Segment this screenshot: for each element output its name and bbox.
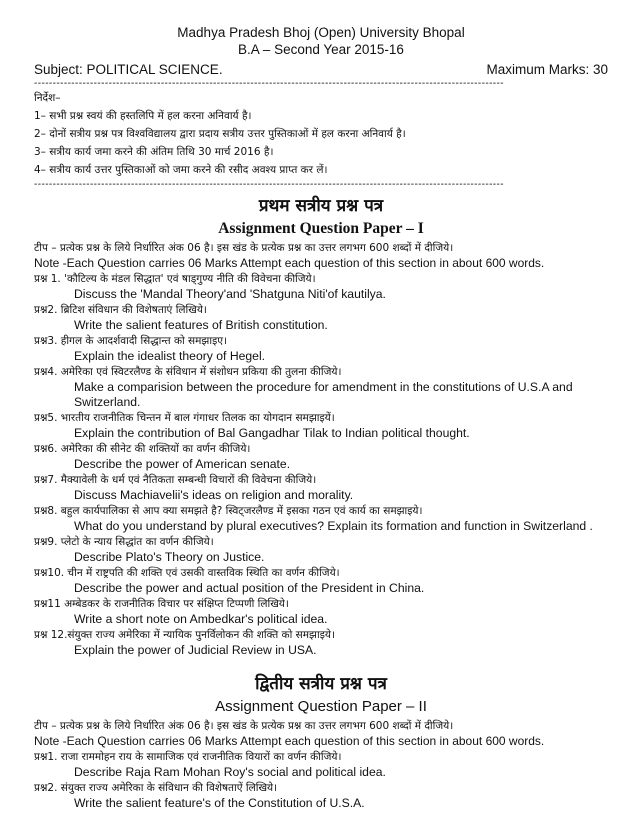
question-item bbox=[34, 333, 608, 364]
question-hindi: प्रश्न2. ब्रिटिश संविधान की विशेषताएं लिखिये। bbox=[34, 304, 207, 316]
question-hindi: प्रश्न2. संयुक्त राज्य अमेरिका के संविधान की विशेषताऐं लिखिये। bbox=[34, 782, 278, 794]
question-english: Explain the idealist theory of Hegel. bbox=[74, 349, 266, 363]
question-english: Describe the power and actual position of the President in China. bbox=[74, 581, 425, 595]
instruction-item: 4– सत्रीय कार्य उत्तर पुस्तिकाओं को जमा करने की रसीद अवश्य प्राप्त कर लें। bbox=[34, 164, 328, 176]
question-english: Discuss Machiavelii's ideas on religion and morality. bbox=[74, 488, 354, 502]
course-title: B.A – Second Year 2015-16 bbox=[238, 42, 404, 57]
instruction-item: 2– दोनों सत्रीय प्रश्न पत्र विश्वविद्यालय द्वारा प्रदाय सत्रीय उत्तर पुस्तिकाओं में हल करना अनिवार्य है। bbox=[34, 128, 406, 140]
question-hindi: प्रश्न1. राजा राममोहन राय के सामाजिक एवं राजनीतिक वियारों का वर्णन कीजिये। bbox=[34, 751, 342, 763]
question-english: Describe Raja Ram Mohan Roy's social and political idea. bbox=[74, 765, 386, 779]
question-item bbox=[34, 472, 608, 503]
question-item bbox=[34, 627, 608, 658]
question-item bbox=[34, 596, 608, 627]
instructions-heading: निर्देश– bbox=[34, 92, 61, 104]
question-hindi: प्रश्न10. चीन में राष्ट्रपति की शक्ति एवं उसकी वास्तविक स्थिति का वर्णन कीजिये। bbox=[34, 567, 340, 579]
question-hindi: प्रश्न9. प्लेटो के न्याय सिद्धांत का वर्णन कीजिये। bbox=[34, 536, 214, 548]
question-hindi: प्रश्न5. भारतीय राजनीतिक चिन्तन में बाल गंगाधर तिलक का योगदान समझाइयें। bbox=[34, 412, 335, 424]
question-hindi: प्रश्न4. अमेरिका एवं स्विटरलैण्ड के संविधान में संशोधन प्रकिया की तुलना कीजिये। bbox=[34, 366, 342, 378]
instruction-item: 3– सत्रीय कार्य जमा करने की अंतिम तिथि 30 मार्च 2016 है। bbox=[34, 146, 274, 158]
section1-title-hindi: प्रथम सत्रीय प्रश्न पत्र bbox=[258, 196, 384, 216]
question-item bbox=[34, 271, 608, 302]
section1-note: Note -Each Question carries 06 Marks Attempt each question of this section in about 600 words. bbox=[34, 256, 545, 270]
instructions-list bbox=[34, 107, 608, 179]
section1-questions bbox=[34, 271, 608, 658]
section1-tip: टीप – प्रत्येक प्रश्न के लिये निर्धारित अंक 06 है। इस खंड के प्रत्येक प्रश्न का उत्तर लगभग 600 शब्दों में दीजिये। bbox=[34, 242, 454, 254]
question-item bbox=[34, 534, 608, 565]
question-hindi: प्रश्न6. अमेरिका की सीनेट की शक्तियों का वर्णन कीजिये। bbox=[34, 443, 251, 455]
question-hindi: प्रश्न7. मैक्यावेली के धर्म एवं नैतिकता सम्बन्धी विचारों की विवेचना कीजिये। bbox=[34, 474, 317, 486]
question-english: Write the salient feature's of the Constitution of U.S.A. bbox=[74, 796, 365, 810]
question-item bbox=[34, 364, 608, 410]
divider-top: ------------------------------------------------------------------------------------------------------------------------------ bbox=[34, 78, 504, 89]
question-english: Explain the power of Judicial Review in USA. bbox=[74, 643, 317, 657]
question-english: Write the salient features of British constitution. bbox=[74, 318, 328, 332]
divider-bottom: ------------------------------------------------------------------------------------------------------------------------------ bbox=[34, 179, 504, 190]
question-english: Write a short note on Ambedkar's political idea. bbox=[74, 612, 328, 626]
question-english: Describe the power of American senate. bbox=[74, 457, 291, 471]
question-item bbox=[34, 441, 608, 472]
section2-title-english: Assignment Question Paper – II bbox=[215, 698, 427, 715]
section-spacer bbox=[34, 658, 608, 668]
university-name: Madhya Pradesh Bhoj (Open) University Bhopal bbox=[177, 25, 465, 40]
question-item bbox=[34, 302, 608, 333]
section2-note: Note -Each Question carries 06 Marks Attempt each question of this section in about 600 words. bbox=[34, 734, 545, 748]
max-marks-label: Maximum Marks: 30 bbox=[486, 62, 608, 77]
question-english: Describe Plato's Theory on Justice. bbox=[74, 550, 265, 564]
section2-questions bbox=[34, 749, 608, 811]
question-english: Make a comparision between the procedure for amendment in the constitutions of U.S.A and Switzerland. bbox=[74, 380, 573, 409]
section2-tip: टीप – प्रत्येक प्रश्न के लिये निर्धारित अंक 06 है। इस खंड के प्रत्येक प्रश्न का उत्तर लगभग 600 शब्दों में दीजिये। bbox=[34, 720, 454, 732]
instruction-item: 1– सभी प्रश्न स्वयं की हस्तलिपि में हल करना अनिवार्य है। bbox=[34, 110, 252, 122]
section2-title-hindi: द्वितीय सत्रीय प्रश्न पत्र bbox=[255, 674, 387, 694]
question-hindi: प्रश्न3. हीगल के आदर्शवादी सिद्धान्त को समझाइए। bbox=[34, 335, 228, 347]
question-item bbox=[34, 565, 608, 596]
subject-row bbox=[34, 61, 608, 78]
question-english: What do you understand by plural executives? Explain its formation and function in Switzerland . bbox=[74, 519, 593, 533]
question-item bbox=[34, 749, 608, 780]
question-hindi: प्रश्न8. बहुल कार्यपालिका से आप क्या समझते है? स्विट्जरलैण्ड में इसका गठन एवं कार्य का समझाइये। bbox=[34, 505, 423, 517]
subject-label: Subject: POLITICAL SCIENCE. bbox=[34, 62, 223, 77]
question-english: Explain the contribution of Bal Gangadhar Tilak to Indian political thought. bbox=[74, 426, 470, 440]
question-item bbox=[34, 780, 608, 811]
section1-title-english: Assignment Question Paper – I bbox=[218, 220, 424, 237]
question-item bbox=[34, 503, 608, 534]
question-item bbox=[34, 410, 608, 441]
question-hindi: प्रश्न11 अम्बेडकर के राजनीतिक विचार पर संक्षिप्त टिप्पणी लिखिये। bbox=[34, 598, 289, 610]
question-hindi: प्रश्न 1. 'कौटिल्य के मंडल सिद्धात' एवं षाड्गुण्य नीति की विवेचना कीजिये। bbox=[34, 273, 316, 285]
question-english: Discuss the 'Mandal Theory'and 'Shatguna Niti'of kautilya. bbox=[74, 287, 386, 301]
question-hindi: प्रश्न 12.संयुक्त राज्य अमेरिका में न्यायिक पुनर्विलोकन की शक्ति को समझाइये। bbox=[34, 629, 335, 641]
